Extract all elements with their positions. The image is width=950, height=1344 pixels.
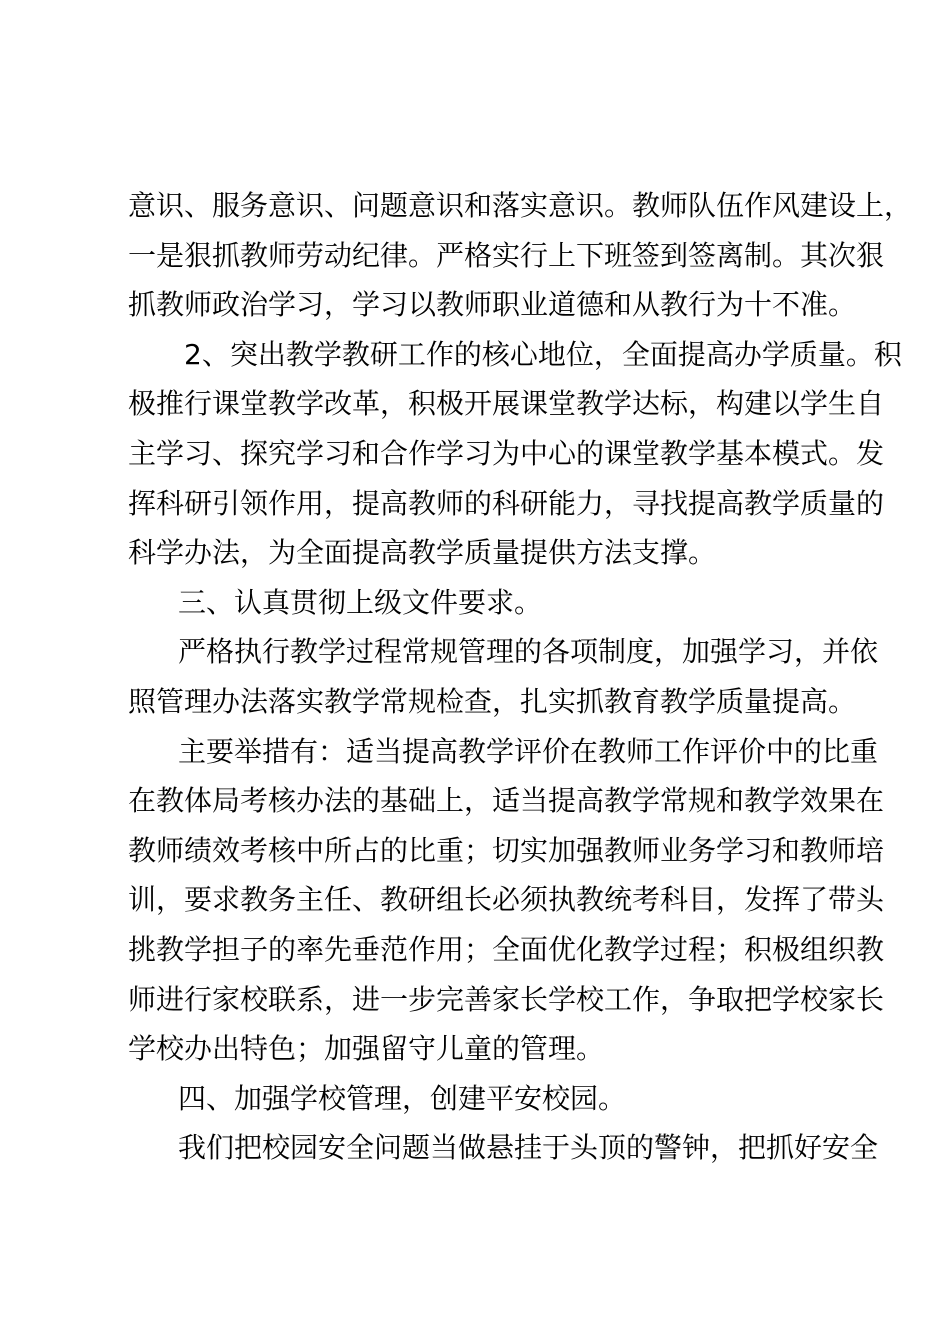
text-line: 我们把校园安全问题当做悬挂于头顶的警钟，把抓好安全 <box>178 1131 879 1165</box>
text-line: 2、突出教学教研工作的核心地位，全面提高办学质量。积 <box>184 337 902 371</box>
text-line: 极推行课堂教学改革，积极开展课堂教学达标，构建以学生自 <box>128 387 885 421</box>
text-line: 挑教学担子的率先垂范作用；全面优化教学过程；积极组织教 <box>128 932 885 966</box>
paragraph-6-heading <box>128 1074 834 1124</box>
text-line: 一是狠抓教师劳动纪律。严格实行上下班签到签离制。其次狠 <box>128 238 885 272</box>
text-line: 学校办出特色；加强留守儿童的管理。 <box>128 1032 605 1066</box>
paragraph-4 <box>128 627 879 726</box>
text-line: 主学习、探究学习和合作学习为中心的课堂教学基本模式。发 <box>128 436 885 470</box>
paragraph-1 <box>128 181 913 330</box>
text-line: 训，要求教务主任、教研组长必须执教统考科目，发挥了带头 <box>128 883 885 917</box>
text-line: 师进行家校联系，进一步完善家长学校工作，争取把学校家长 <box>128 982 885 1016</box>
paragraph-7 <box>128 1123 879 1173</box>
paragraph-2 <box>128 330 902 578</box>
section-heading: 四、加强学校管理，创建平安校园。 <box>178 1081 627 1115</box>
text-line: 科学办法，为全面提高教学质量提供方法支撑。 <box>128 536 717 570</box>
paragraph-3-heading <box>128 578 834 628</box>
text-line: 挥科研引领作用，提高教师的科研能力，寻找提高教学质量的 <box>128 486 885 520</box>
text-line: 意识、服务意识、问题意识和落实意识。教师队伍作风建设上， <box>128 189 913 222</box>
paragraph-5 <box>128 727 885 1074</box>
text-line: 抓教师政治学习，学习以教师职业道德和从教行为十不准。 <box>128 288 857 322</box>
text-line: 严格执行教学过程常规管理的各项制度，加强学习，并依 <box>178 635 879 669</box>
section-heading: 三、认真贯彻上级文件要求。 <box>178 585 543 619</box>
text-line: 教师绩效考核中所占的比重；切实加强教师业务学习和教师培 <box>128 833 885 867</box>
text-line: 主要举措有：适当提高教学评价在教师工作评价中的比重 <box>178 734 879 768</box>
text-line: 照管理办法落实教学常规检查，扎实抓教育教学质量提高。 <box>128 684 857 718</box>
text-line: 在教体局考核办法的基础上，适当提高教学常规和教学效果在 <box>128 784 885 818</box>
document-body <box>128 181 913 1173</box>
